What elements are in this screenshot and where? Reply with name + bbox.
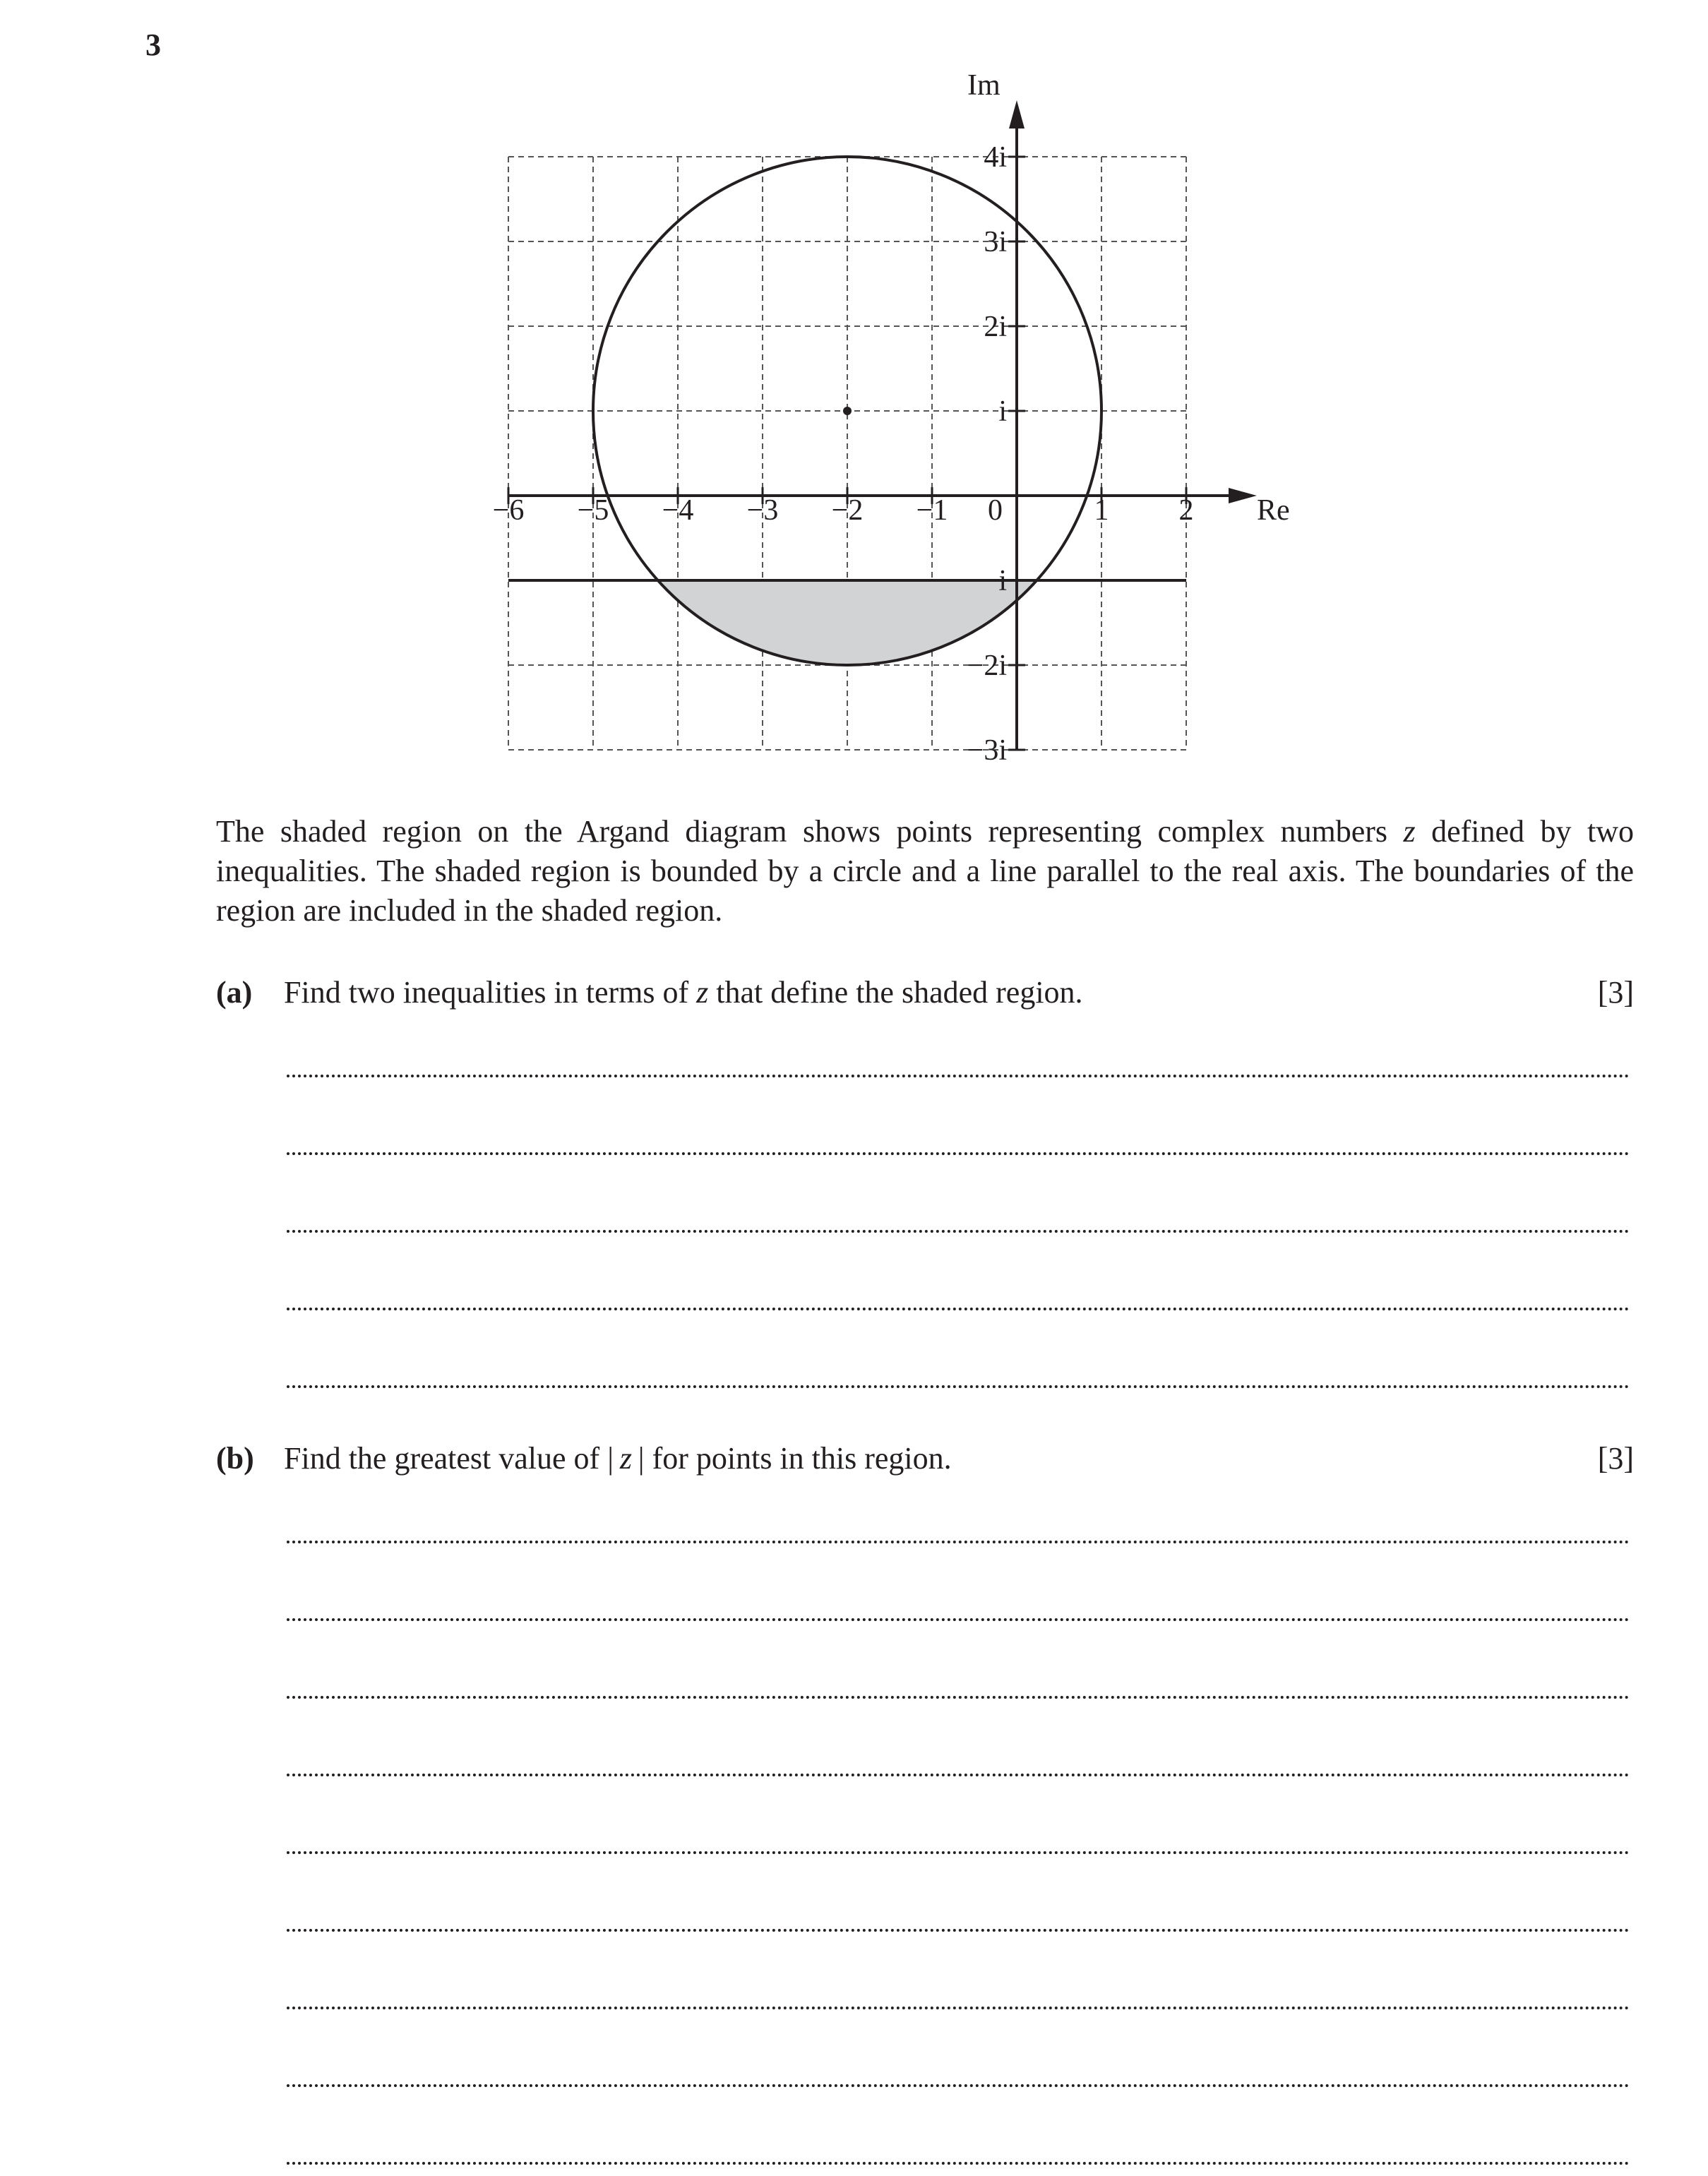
real-tick-label: −5 [577,494,609,527]
circle-center-point [843,407,852,415]
real-tick-label: 1 [1094,494,1109,527]
answer-line-b6[interactable] [287,1929,1630,1932]
part-b-label: (b) [216,1441,254,1476]
real-tick-label: −2 [831,494,864,527]
imaginary-tick-label: 2i [984,311,1007,343]
answer-line-b7[interactable] [287,2007,1630,2009]
real-tick-label: −4 [662,494,694,527]
question-intro [216,812,1634,931]
part-a-label: (a) [216,975,253,1010]
intro-text-1: The shaded region on the Argand diagram shows points representing complex numbers [216,814,1404,849]
answer-line-b5[interactable] [287,1851,1630,1854]
argand-diagram [0,0,1708,777]
imaginary-tick-label: −i [981,565,1007,597]
answer-line-b3[interactable] [287,1696,1630,1699]
imaginary-axis-label: Im [967,69,1001,102]
part-a-text-1: Find two inequalities in terms of [284,975,697,1010]
imaginary-tick-label: 3i [984,226,1007,258]
part-a-question [284,973,1083,1012]
part-a-marks: [3] [1597,975,1634,1010]
imaginary-tick-label: −3i [967,734,1007,767]
answer-line-b9[interactable] [287,2162,1630,2165]
real-tick-label: 2 [1178,494,1194,527]
part-b-variable: z [619,1441,632,1476]
answer-line-a1[interactable] [287,1075,1630,1077]
answer-line-b8[interactable] [287,2084,1630,2087]
answer-line-b4[interactable] [287,1774,1630,1776]
real-tick-label: −1 [916,494,948,527]
answer-line-a3[interactable] [287,1230,1630,1233]
intro-variable: z [1403,814,1416,849]
imaginary-tick-label: −2i [967,650,1007,682]
part-b-question: Find the greatest value of | z | for points in this region. [284,1441,952,1476]
origin-label: 0 [988,494,1003,527]
real-axis-arrowhead [1229,488,1257,503]
part-b-text-1: Find the greatest value of [284,1441,608,1476]
part-b-marks: [3] [1597,1441,1634,1476]
imaginary-tick-label: 4i [984,141,1007,174]
intro-text-2: defined by two inequalities. The shaded region is bounded by a circle and a line parallel to the real axis. The boundaries of the region are included in the shaded region. [216,814,1634,928]
answer-line-a2[interactable] [287,1152,1630,1155]
answer-line-b1[interactable] [287,1541,1630,1543]
real-tick-label: −6 [492,494,525,527]
part-a-text-2: that define the shaded region. [708,975,1083,1010]
imaginary-axis-arrowhead [1009,100,1025,128]
answer-line-a5[interactable] [287,1385,1630,1388]
question-number: 3 [145,28,161,62]
real-axis-label: Re [1257,494,1290,527]
part-b-text-2: for points in this region. [644,1441,952,1476]
answer-line-a4[interactable] [287,1308,1630,1310]
answer-line-b2[interactable] [287,1618,1630,1621]
real-tick-label: −3 [746,494,779,527]
imaginary-tick-label: i [998,395,1007,428]
part-a-variable: z [696,975,709,1010]
